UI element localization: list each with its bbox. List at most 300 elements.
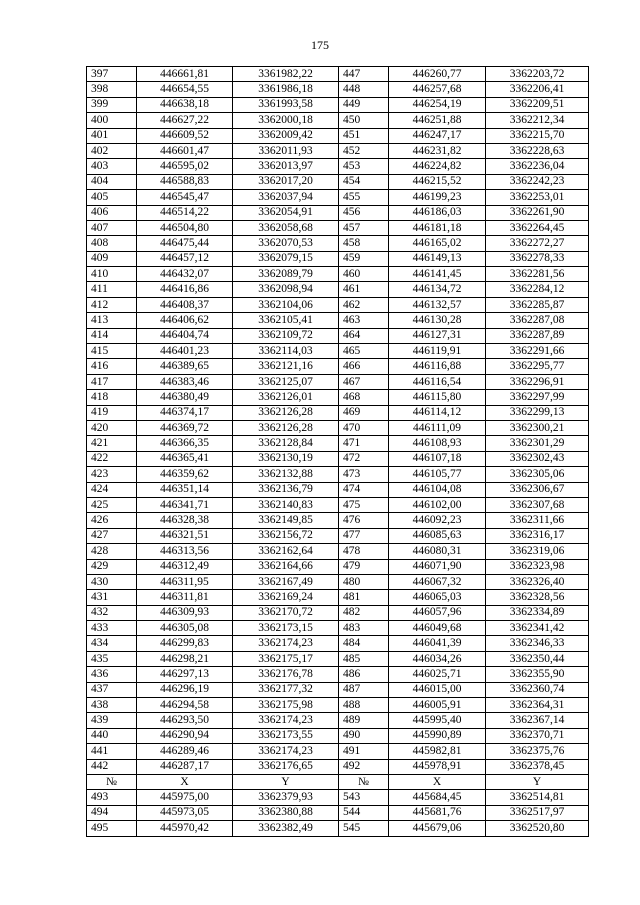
point-number-cell: 495 — [87, 821, 137, 836]
y-coordinate-cell: 3362167,49 — [233, 574, 339, 589]
x-coordinate-cell: X — [137, 774, 233, 789]
x-coordinate-cell: 446127,31 — [389, 328, 486, 343]
table-row — [87, 574, 589, 589]
y-coordinate-cell: 3362364,31 — [486, 698, 589, 713]
y-coordinate-cell: 3362089,79 — [233, 267, 339, 282]
point-number-cell: 411 — [87, 282, 137, 297]
table-row — [87, 821, 589, 836]
y-coordinate-cell: 3362114,03 — [233, 344, 339, 359]
y-coordinate-cell: 3362079,15 — [233, 251, 339, 266]
x-coordinate-cell: 446312,49 — [137, 559, 233, 574]
y-coordinate-cell: 3362375,76 — [486, 744, 589, 759]
x-coordinate-cell: 446309,93 — [137, 605, 233, 620]
y-coordinate-cell: 3362162,64 — [233, 544, 339, 559]
y-coordinate-cell: 3362176,78 — [233, 667, 339, 682]
point-number-cell: 472 — [339, 451, 389, 466]
y-coordinate-cell: 3362326,40 — [486, 574, 589, 589]
y-coordinate-cell: 3362070,53 — [233, 236, 339, 251]
y-coordinate-cell: 3362517,97 — [486, 805, 589, 820]
point-number-cell: 456 — [339, 205, 389, 220]
point-number-cell: 406 — [87, 205, 137, 220]
point-number-cell: 429 — [87, 559, 137, 574]
x-coordinate-cell: 446416,86 — [137, 282, 233, 297]
x-coordinate-cell: 446504,80 — [137, 220, 233, 235]
y-coordinate-cell: 3362013,97 — [233, 159, 339, 174]
y-coordinate-cell: 3362264,45 — [486, 220, 589, 235]
table-row — [87, 420, 589, 435]
point-number-cell: 402 — [87, 143, 137, 158]
x-coordinate-cell: 446105,77 — [389, 467, 486, 482]
x-coordinate-cell: 446119,91 — [389, 344, 486, 359]
point-number-cell: 427 — [87, 528, 137, 543]
x-coordinate-cell: 445681,76 — [389, 805, 486, 820]
point-number-cell: 448 — [339, 82, 389, 97]
point-number-cell: 545 — [339, 821, 389, 836]
x-coordinate-cell: 446457,12 — [137, 251, 233, 266]
x-coordinate-cell: 446130,28 — [389, 313, 486, 328]
point-number-cell: № — [87, 774, 137, 789]
x-coordinate-cell: 446369,72 — [137, 420, 233, 435]
point-number-cell: 410 — [87, 267, 137, 282]
point-number-cell: 463 — [339, 313, 389, 328]
point-number-cell: 491 — [339, 744, 389, 759]
point-number-cell: 494 — [87, 805, 137, 820]
y-coordinate-cell: 3362300,21 — [486, 420, 589, 435]
x-coordinate-cell: 446609,52 — [137, 128, 233, 143]
y-coordinate-cell: 3362291,66 — [486, 344, 589, 359]
table-row — [87, 374, 589, 389]
x-coordinate-cell: 445975,00 — [137, 790, 233, 805]
point-number-cell: 416 — [87, 359, 137, 374]
y-coordinate-cell: 3362175,17 — [233, 651, 339, 666]
x-coordinate-cell: 446025,71 — [389, 667, 486, 682]
y-coordinate-cell: 3362215,70 — [486, 128, 589, 143]
table-row — [87, 344, 589, 359]
x-coordinate-cell: 446080,31 — [389, 544, 486, 559]
y-coordinate-cell: 3361986,18 — [233, 82, 339, 97]
table-row — [87, 605, 589, 620]
point-number-cell: 438 — [87, 698, 137, 713]
table-row — [87, 67, 589, 82]
y-coordinate-cell: 3362285,87 — [486, 297, 589, 312]
y-coordinate-cell: 3362174,23 — [233, 744, 339, 759]
table-row — [87, 436, 589, 451]
x-coordinate-cell: 446149,13 — [389, 251, 486, 266]
y-coordinate-cell: 3362307,68 — [486, 497, 589, 512]
x-coordinate-cell: 446595,02 — [137, 159, 233, 174]
x-coordinate-cell: 446115,80 — [389, 390, 486, 405]
point-number-cell: 544 — [339, 805, 389, 820]
y-coordinate-cell: Y — [486, 774, 589, 789]
y-coordinate-cell: 3362370,71 — [486, 728, 589, 743]
x-coordinate-cell: 446165,02 — [389, 236, 486, 251]
x-coordinate-cell: X — [389, 774, 486, 789]
table-row — [87, 359, 589, 374]
x-coordinate-cell: 445990,89 — [389, 728, 486, 743]
y-coordinate-cell: 3362236,04 — [486, 159, 589, 174]
y-coordinate-cell: 3362132,88 — [233, 467, 339, 482]
x-coordinate-cell: 446389,65 — [137, 359, 233, 374]
y-coordinate-cell: 3362261,90 — [486, 205, 589, 220]
y-coordinate-cell: 3362136,79 — [233, 482, 339, 497]
x-coordinate-cell: 446257,68 — [389, 82, 486, 97]
x-coordinate-cell: 446341,71 — [137, 497, 233, 512]
point-number-cell: 450 — [339, 113, 389, 128]
point-number-cell: 493 — [87, 790, 137, 805]
y-coordinate-cell: 3362316,17 — [486, 528, 589, 543]
y-coordinate-cell: 3362098,94 — [233, 282, 339, 297]
table-row — [87, 82, 589, 97]
x-coordinate-cell: 446199,23 — [389, 190, 486, 205]
x-coordinate-cell: 446224,82 — [389, 159, 486, 174]
point-number-cell: № — [339, 774, 389, 789]
y-coordinate-cell: 3362104,06 — [233, 297, 339, 312]
point-number-cell: 488 — [339, 698, 389, 713]
point-number-cell: 408 — [87, 236, 137, 251]
x-coordinate-cell: 446247,17 — [389, 128, 486, 143]
x-coordinate-cell: 446638,18 — [137, 97, 233, 112]
table-row — [87, 790, 589, 805]
y-coordinate-cell: 3362350,44 — [486, 651, 589, 666]
y-coordinate-cell: 3362164,66 — [233, 559, 339, 574]
x-coordinate-cell: 446067,32 — [389, 574, 486, 589]
point-number-cell: 486 — [339, 667, 389, 682]
x-coordinate-cell: 446293,50 — [137, 713, 233, 728]
table-row — [87, 220, 589, 235]
y-coordinate-cell: 3362011,93 — [233, 143, 339, 158]
point-number-cell: 415 — [87, 344, 137, 359]
y-coordinate-cell: 3362126,28 — [233, 405, 339, 420]
table-row — [87, 636, 589, 651]
x-coordinate-cell: 446260,77 — [389, 67, 486, 82]
x-coordinate-cell: 446251,88 — [389, 113, 486, 128]
x-coordinate-cell: 446401,23 — [137, 344, 233, 359]
point-number-cell: 464 — [339, 328, 389, 343]
point-number-cell: 455 — [339, 190, 389, 205]
table-row — [87, 667, 589, 682]
point-number-cell: 474 — [339, 482, 389, 497]
x-coordinate-cell: 446254,19 — [389, 97, 486, 112]
point-number-cell: 439 — [87, 713, 137, 728]
x-coordinate-cell: 446366,35 — [137, 436, 233, 451]
y-coordinate-cell: 3362126,01 — [233, 390, 339, 405]
y-coordinate-cell: 3362299,13 — [486, 405, 589, 420]
y-coordinate-cell: 3362177,32 — [233, 682, 339, 697]
point-number-cell: 465 — [339, 344, 389, 359]
y-coordinate-cell: 3362284,12 — [486, 282, 589, 297]
y-coordinate-cell: 3362037,94 — [233, 190, 339, 205]
table-row — [87, 513, 589, 528]
point-number-cell: 400 — [87, 113, 137, 128]
x-coordinate-cell: 445982,81 — [389, 744, 486, 759]
x-coordinate-cell: 446108,93 — [389, 436, 486, 451]
x-coordinate-cell: 446654,55 — [137, 82, 233, 97]
x-coordinate-cell: 446298,21 — [137, 651, 233, 666]
x-coordinate-cell: 446065,03 — [389, 590, 486, 605]
y-coordinate-cell: 3362174,23 — [233, 636, 339, 651]
point-number-cell: 478 — [339, 544, 389, 559]
table-row — [87, 759, 589, 774]
x-coordinate-cell: 446289,46 — [137, 744, 233, 759]
point-number-cell: 434 — [87, 636, 137, 651]
y-coordinate-cell: 3362272,27 — [486, 236, 589, 251]
point-number-cell: 484 — [339, 636, 389, 651]
x-coordinate-cell: 446406,62 — [137, 313, 233, 328]
point-number-cell: 441 — [87, 744, 137, 759]
x-coordinate-cell: 446514,22 — [137, 205, 233, 220]
point-number-cell: 477 — [339, 528, 389, 543]
x-coordinate-cell: 445995,40 — [389, 713, 486, 728]
x-coordinate-cell: 446181,18 — [389, 220, 486, 235]
point-number-cell: 475 — [339, 497, 389, 512]
table-row — [87, 728, 589, 743]
point-number-cell: 461 — [339, 282, 389, 297]
table-row — [87, 544, 589, 559]
point-number-cell: 543 — [339, 790, 389, 805]
table-row — [87, 328, 589, 343]
y-coordinate-cell: 3362173,15 — [233, 621, 339, 636]
y-coordinate-cell: 3362128,84 — [233, 436, 339, 451]
point-number-cell: 440 — [87, 728, 137, 743]
point-number-cell: 458 — [339, 236, 389, 251]
y-coordinate-cell: 3362174,23 — [233, 713, 339, 728]
table-row — [87, 682, 589, 697]
y-coordinate-cell: 3362170,72 — [233, 605, 339, 620]
x-coordinate-cell: 446359,62 — [137, 467, 233, 482]
y-coordinate-cell: 3362212,34 — [486, 113, 589, 128]
table-row — [87, 282, 589, 297]
table-row — [87, 205, 589, 220]
y-coordinate-cell: 3362125,07 — [233, 374, 339, 389]
table-row — [87, 467, 589, 482]
y-coordinate-cell: 3362297,99 — [486, 390, 589, 405]
point-number-cell: 485 — [339, 651, 389, 666]
table-row — [87, 405, 589, 420]
y-coordinate-cell: 3362360,74 — [486, 682, 589, 697]
y-coordinate-cell: 3362319,06 — [486, 544, 589, 559]
x-coordinate-cell: 445973,05 — [137, 805, 233, 820]
y-coordinate-cell: 3362301,29 — [486, 436, 589, 451]
table-row — [87, 159, 589, 174]
point-number-cell: 467 — [339, 374, 389, 389]
table-row — [87, 559, 589, 574]
x-coordinate-cell: 446134,72 — [389, 282, 486, 297]
x-coordinate-cell: 446071,90 — [389, 559, 486, 574]
x-coordinate-cell: 446601,47 — [137, 143, 233, 158]
y-coordinate-cell: 3362206,41 — [486, 82, 589, 97]
table-row — [87, 128, 589, 143]
y-coordinate-cell: 3362253,01 — [486, 190, 589, 205]
x-coordinate-cell: 446383,46 — [137, 374, 233, 389]
y-coordinate-cell: 3362009,42 — [233, 128, 339, 143]
x-coordinate-cell: 446311,95 — [137, 574, 233, 589]
y-coordinate-cell: 3362169,24 — [233, 590, 339, 605]
y-coordinate-cell: 3362382,49 — [233, 821, 339, 836]
table-row — [87, 805, 589, 820]
point-number-cell: 425 — [87, 497, 137, 512]
x-coordinate-cell: 446116,54 — [389, 374, 486, 389]
table-row — [87, 313, 589, 328]
point-number-cell: 479 — [339, 559, 389, 574]
x-coordinate-cell: 446299,83 — [137, 636, 233, 651]
table-row — [87, 698, 589, 713]
x-coordinate-cell: 446408,37 — [137, 297, 233, 312]
x-coordinate-cell: 446297,13 — [137, 667, 233, 682]
y-coordinate-cell: 3362520,80 — [486, 821, 589, 836]
x-coordinate-cell: 446545,47 — [137, 190, 233, 205]
point-number-cell: 489 — [339, 713, 389, 728]
y-coordinate-cell: 3362367,14 — [486, 713, 589, 728]
table-row — [87, 390, 589, 405]
x-coordinate-cell: 446116,88 — [389, 359, 486, 374]
point-number-cell: 424 — [87, 482, 137, 497]
point-number-cell: 398 — [87, 82, 137, 97]
point-number-cell: 409 — [87, 251, 137, 266]
coordinates-table — [86, 66, 589, 837]
y-coordinate-cell: 3362228,63 — [486, 143, 589, 158]
point-number-cell: 407 — [87, 220, 137, 235]
y-coordinate-cell: 3362281,56 — [486, 267, 589, 282]
y-coordinate-cell: 3362156,72 — [233, 528, 339, 543]
point-number-cell: 414 — [87, 328, 137, 343]
x-coordinate-cell: 446365,41 — [137, 451, 233, 466]
point-number-cell: 405 — [87, 190, 137, 205]
x-coordinate-cell: 446041,39 — [389, 636, 486, 651]
point-number-cell: 420 — [87, 420, 137, 435]
y-coordinate-cell: 3362341,42 — [486, 621, 589, 636]
table-row — [87, 190, 589, 205]
x-coordinate-cell: 446111,09 — [389, 420, 486, 435]
table-row — [87, 174, 589, 189]
point-number-cell: 426 — [87, 513, 137, 528]
x-coordinate-cell: 446374,17 — [137, 405, 233, 420]
point-number-cell: 460 — [339, 267, 389, 282]
x-coordinate-cell: 446287,17 — [137, 759, 233, 774]
x-coordinate-cell: 446141,45 — [389, 267, 486, 282]
x-coordinate-cell: 446231,82 — [389, 143, 486, 158]
y-coordinate-cell: 3362287,08 — [486, 313, 589, 328]
point-number-cell: 433 — [87, 621, 137, 636]
point-number-cell: 453 — [339, 159, 389, 174]
table-row — [87, 590, 589, 605]
point-number-cell: 442 — [87, 759, 137, 774]
y-coordinate-cell: 3362378,45 — [486, 759, 589, 774]
table-row — [87, 482, 589, 497]
point-number-cell: 423 — [87, 467, 137, 482]
y-coordinate-cell: 3362000,18 — [233, 113, 339, 128]
y-coordinate-cell: 3361993,58 — [233, 97, 339, 112]
table-row — [87, 236, 589, 251]
point-number-cell: 412 — [87, 297, 137, 312]
x-coordinate-cell: 446034,26 — [389, 651, 486, 666]
point-number-cell: 437 — [87, 682, 137, 697]
x-coordinate-cell: 446296,19 — [137, 682, 233, 697]
point-number-cell: 419 — [87, 405, 137, 420]
x-coordinate-cell: 446215,52 — [389, 174, 486, 189]
table-row — [87, 713, 589, 728]
x-coordinate-cell: 446015,00 — [389, 682, 486, 697]
point-number-cell: 451 — [339, 128, 389, 143]
point-number-cell: 469 — [339, 405, 389, 420]
x-coordinate-cell: 446186,03 — [389, 205, 486, 220]
point-number-cell: 397 — [87, 67, 137, 82]
point-number-cell: 481 — [339, 590, 389, 605]
page-number: 175 — [311, 38, 329, 52]
x-coordinate-cell: 445978,91 — [389, 759, 486, 774]
x-coordinate-cell: 446313,56 — [137, 544, 233, 559]
x-coordinate-cell: 446351,14 — [137, 482, 233, 497]
x-coordinate-cell: 446661,81 — [137, 67, 233, 82]
y-coordinate-cell: 3362379,93 — [233, 790, 339, 805]
y-coordinate-cell: 3362130,19 — [233, 451, 339, 466]
y-coordinate-cell: 3362054,91 — [233, 205, 339, 220]
y-coordinate-cell: Y — [233, 774, 339, 789]
y-coordinate-cell: 3362109,72 — [233, 328, 339, 343]
point-number-cell: 430 — [87, 574, 137, 589]
table-row — [87, 651, 589, 666]
point-number-cell: 428 — [87, 544, 137, 559]
point-number-cell: 422 — [87, 451, 137, 466]
y-coordinate-cell: 3362175,98 — [233, 698, 339, 713]
x-coordinate-cell: 446328,38 — [137, 513, 233, 528]
x-coordinate-cell: 445684,45 — [389, 790, 486, 805]
point-number-cell: 487 — [339, 682, 389, 697]
y-coordinate-cell: 3362209,51 — [486, 97, 589, 112]
table-row — [87, 621, 589, 636]
point-number-cell: 457 — [339, 220, 389, 235]
y-coordinate-cell: 3362323,98 — [486, 559, 589, 574]
point-number-cell: 417 — [87, 374, 137, 389]
point-number-cell: 470 — [339, 420, 389, 435]
point-number-cell: 483 — [339, 621, 389, 636]
x-coordinate-cell: 446085,63 — [389, 528, 486, 543]
point-number-cell: 449 — [339, 97, 389, 112]
y-coordinate-cell: 3362126,28 — [233, 420, 339, 435]
column-header-row — [87, 774, 589, 789]
point-number-cell: 432 — [87, 605, 137, 620]
x-coordinate-cell: 446107,18 — [389, 451, 486, 466]
y-coordinate-cell: 3362278,33 — [486, 251, 589, 266]
table-row — [87, 267, 589, 282]
y-coordinate-cell: 3362173,55 — [233, 728, 339, 743]
point-number-cell: 436 — [87, 667, 137, 682]
x-coordinate-cell: 445970,42 — [137, 821, 233, 836]
y-coordinate-cell: 3362355,90 — [486, 667, 589, 682]
point-number-cell: 447 — [339, 67, 389, 82]
x-coordinate-cell: 446305,08 — [137, 621, 233, 636]
x-coordinate-cell: 446102,00 — [389, 497, 486, 512]
point-number-cell: 435 — [87, 651, 137, 666]
y-coordinate-cell: 3362287,89 — [486, 328, 589, 343]
point-number-cell: 418 — [87, 390, 137, 405]
y-coordinate-cell: 3362203,72 — [486, 67, 589, 82]
point-number-cell: 462 — [339, 297, 389, 312]
x-coordinate-cell: 446104,08 — [389, 482, 486, 497]
x-coordinate-cell: 446588,83 — [137, 174, 233, 189]
x-coordinate-cell: 446114,12 — [389, 405, 486, 420]
point-number-cell: 476 — [339, 513, 389, 528]
table-row — [87, 297, 589, 312]
x-coordinate-cell: 446049,68 — [389, 621, 486, 636]
table-row — [87, 497, 589, 512]
y-coordinate-cell: 3362514,81 — [486, 790, 589, 805]
x-coordinate-cell: 446475,44 — [137, 236, 233, 251]
y-coordinate-cell: 3362296,91 — [486, 374, 589, 389]
x-coordinate-cell: 446294,58 — [137, 698, 233, 713]
x-coordinate-cell: 446404,74 — [137, 328, 233, 343]
x-coordinate-cell: 446627,22 — [137, 113, 233, 128]
table-row — [87, 451, 589, 466]
